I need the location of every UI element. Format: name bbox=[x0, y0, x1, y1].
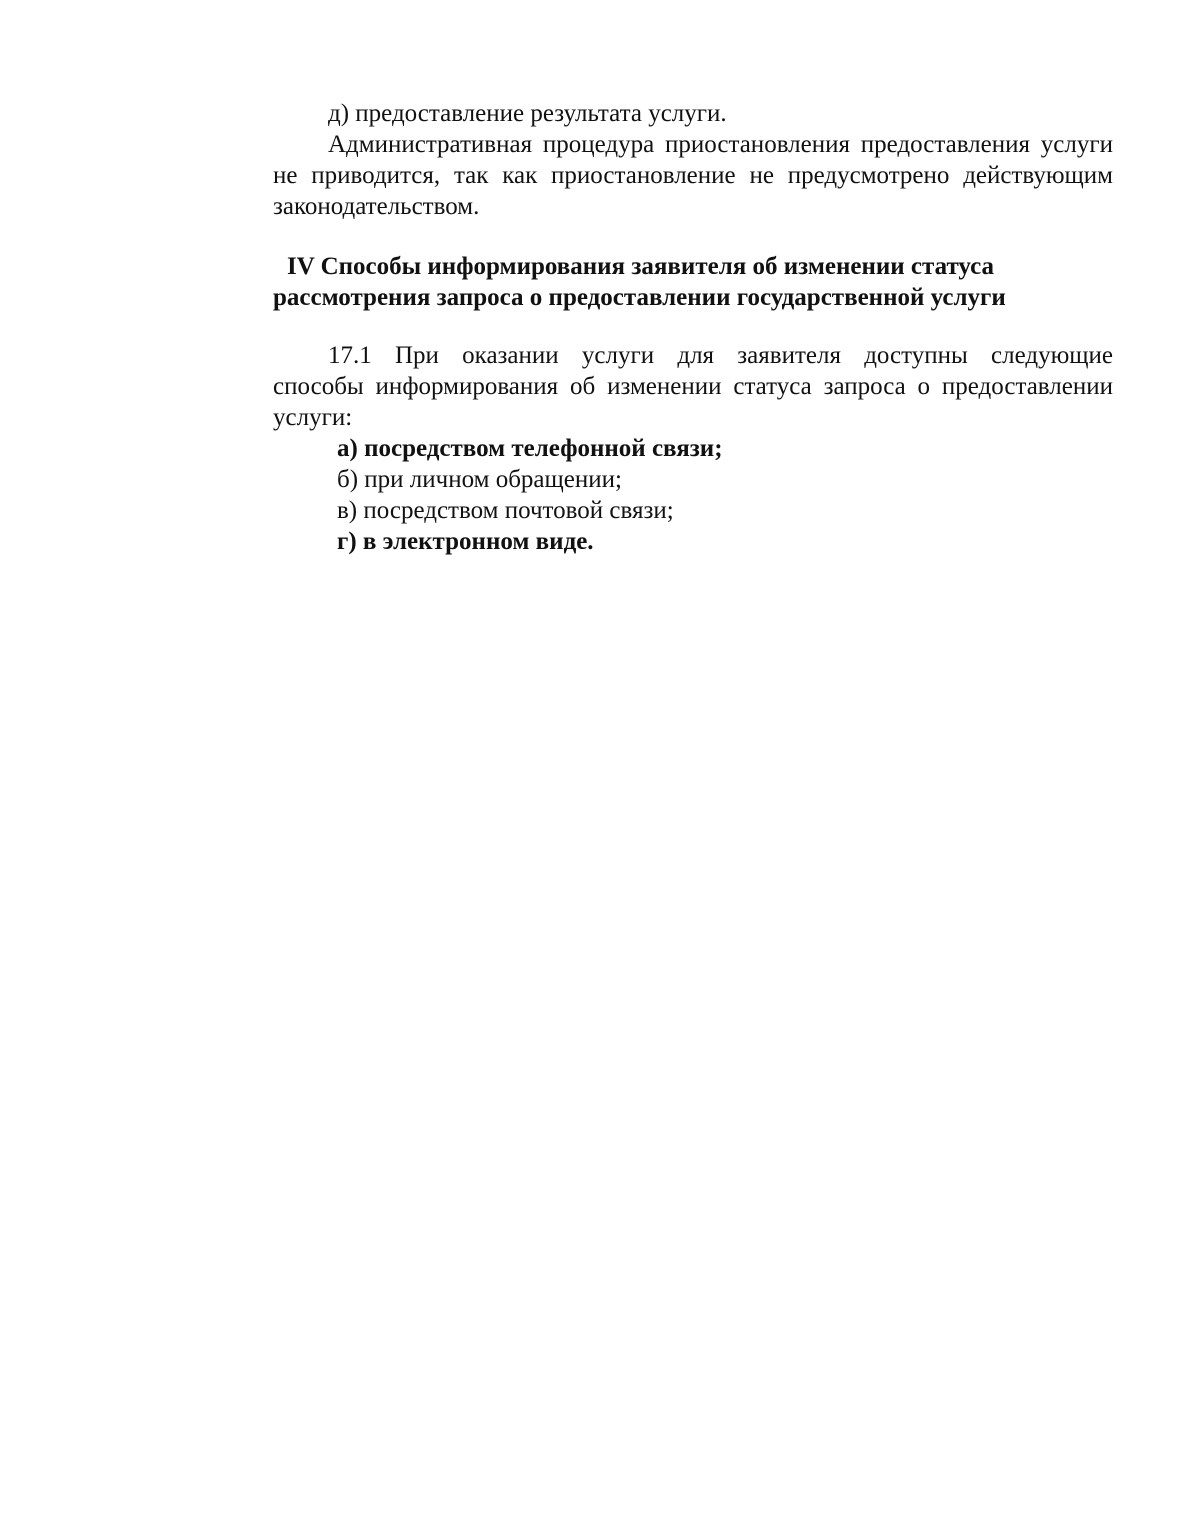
clause-17-1-line-3: услуги: bbox=[273, 404, 353, 431]
section-heading-line-1: IV Способы информирования заявителя об изменении статуса bbox=[287, 253, 995, 280]
admin-procedure-line-1: Административная процедура приостановления предоставления услуги bbox=[328, 131, 1113, 158]
admin-procedure-line-3: законодательством. bbox=[273, 193, 480, 220]
clause-17-1-line-1: 17.1 При оказании услуги для заявителя доступны следующие bbox=[328, 342, 1113, 369]
list-item-mail: в) посредством почтовой связи; bbox=[337, 497, 674, 524]
admin-procedure-line-2: не приводится, так как приостановление не предусмотрено действующим bbox=[273, 162, 1113, 189]
section-end-block bbox=[273, 98, 1113, 222]
list-item-in-person: б) при личном обращении; bbox=[337, 466, 622, 493]
item-d-text: д) предоставление результата услуги. bbox=[328, 100, 727, 127]
section-heading-line-2: рассмотрения запроса о предоставлении государственной услуги bbox=[273, 284, 1006, 311]
list-item-phone: а) посредством телефонной связи; bbox=[337, 435, 723, 462]
clause-17-1-line-2: способы информирования об изменении статуса запроса о предоставлении bbox=[273, 373, 1113, 400]
list-item-electronic: г) в электронном виде. bbox=[337, 528, 594, 555]
clause-17-1-block bbox=[273, 340, 1113, 557]
section-heading bbox=[273, 251, 1033, 313]
